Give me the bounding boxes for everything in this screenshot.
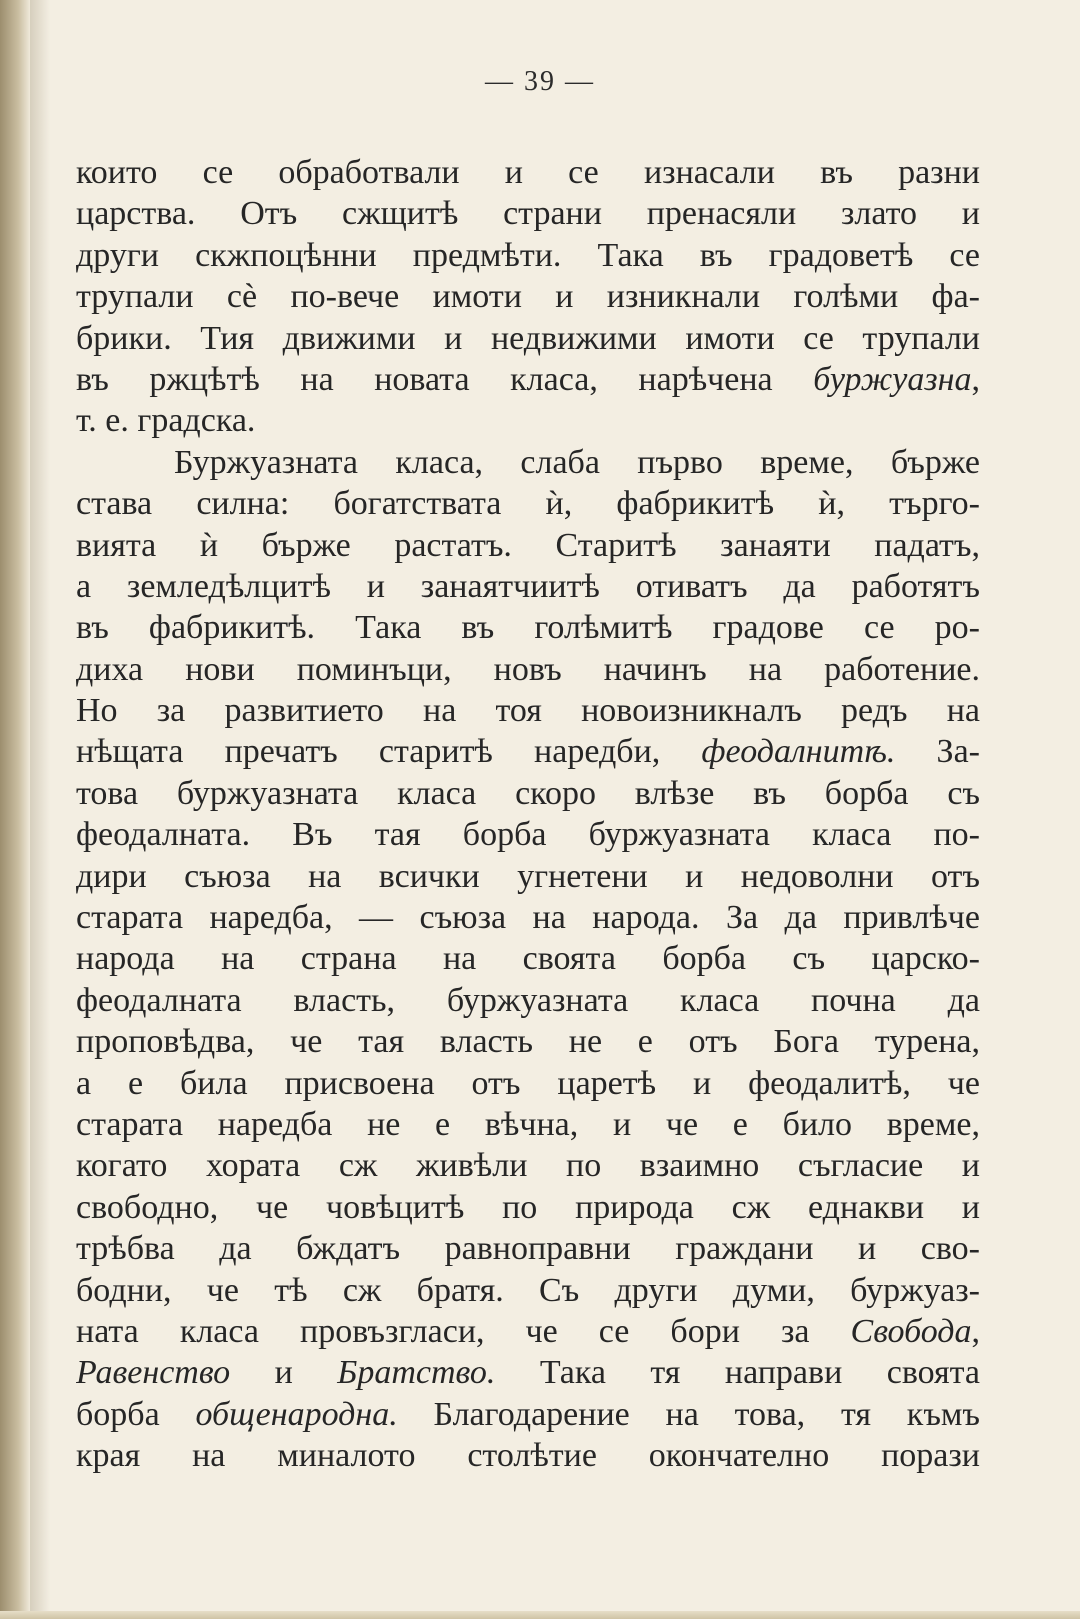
text-line: това буржуазната класа скоро влѣзе въ борба съ [76, 774, 980, 812]
text-line: а земледѣлцитѣ и занаятчиитѣ отиватъ да работятъ [76, 567, 980, 605]
page-binding-edge [0, 0, 30, 1619]
text-run: , [971, 360, 980, 398]
text-line: става силна: богатствата ѝ, фабрикитѣ ѝ, търго- [76, 485, 980, 523]
text-line: царства. Отъ сжщитѣ страни пренасяли злато и [76, 195, 980, 233]
text-line: проповѣдва, че тая власть не е отъ Бога турена, [76, 1023, 980, 1061]
text-line: дири съюза на всички угнетени и недоволни отъ [76, 857, 980, 895]
text-run: борба [76, 1395, 196, 1433]
emphasis-term: Братство. [337, 1354, 496, 1392]
text-line: феодалната власть, буржуазната класа почна да [76, 981, 980, 1019]
text-run: нѣщата пречатъ старитѣ наредби, [76, 733, 702, 771]
emphasis-term: феодалнитѣ. [701, 733, 896, 771]
text-line: народа на страна на своята борба съ царско- [76, 940, 980, 978]
text-line: трѣбва да бждатъ равноправни граждани и сво- [76, 1230, 980, 1268]
text-line: брики. Тия движими и недвижими имоти се трупали [76, 319, 980, 357]
text-run: ната класа провъзгласи, че се бори за [76, 1312, 851, 1350]
paragraph-first-line: Буржуазната класа, слаба първо време, бърже [174, 443, 980, 481]
text-line: трупали сѐ по-вече имоти и изникнали голѣми фа- [76, 278, 980, 316]
emphasis-term: общенародна. [195, 1395, 398, 1433]
emphasis-term: Свобода [850, 1312, 972, 1350]
text-line: феодалната. Въ тая борба буржуазната класа по- [76, 816, 980, 854]
text-run: и [230, 1354, 338, 1392]
text-line: вията ѝ бърже растатъ. Старитѣ занаяти падатъ, [76, 526, 980, 564]
text-line: диха нови поминъци, новъ начинъ на работение. [76, 650, 980, 688]
text-line [76, 359, 980, 400]
page-number: — 39 — [485, 66, 595, 97]
body-text [76, 152, 980, 1477]
text-line [76, 731, 980, 772]
text-line [76, 1394, 980, 1435]
text-line: старата наредба, — съюза на народа. За да привлѣче [76, 899, 980, 937]
text-line [76, 1352, 980, 1393]
text-line: които се обработвали и се изнасали въ разни [76, 154, 980, 191]
text-run: Благодарение на това, тя къмъ [397, 1395, 980, 1433]
text-line: края на миналото столѣтие окончателно порази [76, 1437, 980, 1475]
text-line: а е била присвоена отъ царетѣ и феодалитѣ, че [76, 1064, 980, 1102]
emphasis-term: Равенство [76, 1354, 231, 1392]
text-line: бодни, че тѣ сж братя. Съ други думи, буржуаз- [76, 1271, 980, 1309]
text-line: т. е. градска. [76, 402, 256, 440]
text-run: За- [895, 733, 980, 771]
page-bottom-edge [0, 1611, 1080, 1619]
text-line: въ фабрикитѣ. Така въ голѣмитѣ градове се ро- [76, 609, 980, 647]
text-line: други скжпоцѣнни предмѣти. Така въ градоветѣ се [76, 236, 980, 274]
text-line: старата наредба не е вѣчна, и че е било време, [76, 1105, 980, 1143]
text-run: , [971, 1312, 980, 1350]
text-line: когато хората сж живѣли по взаимно съгласие и [76, 1147, 980, 1185]
text-line: Но за развитието на тоя новоизникналъ редъ на [76, 692, 980, 730]
text-run: въ ржцѣтѣ на новата класа, нарѣчена [76, 360, 814, 398]
text-line: свободно, че човѣцитѣ по природа сж еднакви и [76, 1188, 980, 1226]
text-run: Така тя направи своята [495, 1354, 980, 1392]
emphasis-term: буржуазна [813, 360, 972, 398]
text-line [76, 1311, 980, 1352]
gutter-shadow [30, 0, 50, 1619]
